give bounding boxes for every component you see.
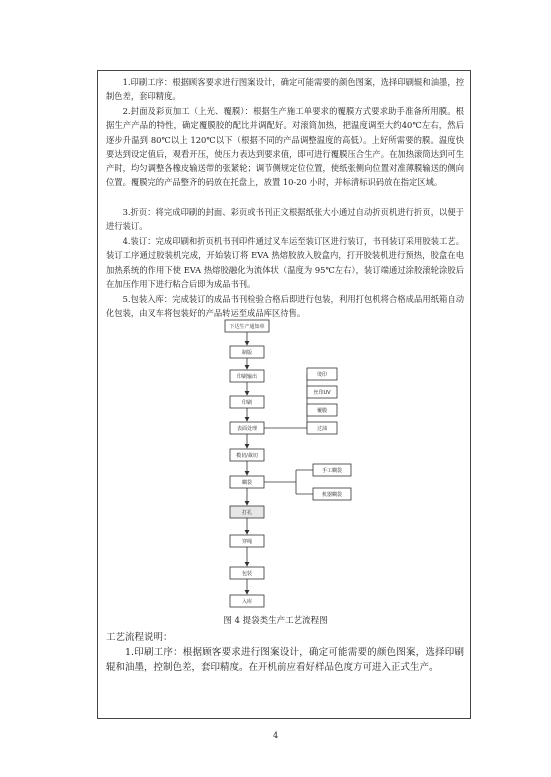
branch-glue-0-label: 手工糊袋: [321, 468, 343, 474]
page-number: 4: [272, 731, 279, 740]
branch-glue-1-label: 机器糊袋: [321, 492, 343, 498]
flow-step-10-label: 入库: [241, 599, 253, 605]
flow-step-3-label: 印刷: [241, 400, 253, 406]
paragraph-printing: 1.印刷工序：根据顾客要求进行图案设计，确定可能需要的颜色图案，选择印刷辊和油墨，控制色差，套印精度。: [106, 77, 464, 102]
branch-surface-1-label: 丝印UV: [313, 390, 331, 396]
paragraph-binding: 4.装订：完成印刷和折页机书刊印件通过叉车运至装订区进行装订，书刊装订采用胶装工艺。装订工序通过胶装机完成，开始装订将 EVA 热熔胶放入胶盒内，打开胶装机进行预热，胶盒在电加热系统的作用下使 EVA 热熔胶融化为流体状（温度为 95℃左右），装订端通过涂胶滚轮涂胶后在加压作用下进行粘合后即为成品书刊。: [106, 236, 464, 289]
flow-step-9-label: 包装: [241, 571, 253, 577]
flow-step-7-label: 打孔: [241, 510, 253, 516]
flow-step-1-label: 制版: [241, 350, 253, 356]
branch-surface-0-label: 烫印: [316, 372, 328, 378]
branch-surface-3-label: 过油: [316, 426, 328, 432]
flow-step-0-label: 下达生产通知单: [229, 324, 265, 330]
branch-surface-2-label: 覆膜: [316, 408, 328, 414]
flow-step-6-label: 糊袋: [241, 480, 253, 486]
flow-step-5-label: 模切/裁切: [236, 453, 258, 459]
explanation-text: 1.印刷工序：根据顾客要求进行图案设计，确定可能需要的颜色图案，选择印刷辊和油墨，控制色差，套印精度。在开机前应看好样品色度方可进入正式生产。: [106, 647, 464, 673]
paragraph-packaging: 5.包装入库：完成装订的成品书刊检验合格后即进行包装，利用打包机将合格成品用纸箱自动化包装，由叉车将包装好的产品转运至成品库区待售。: [106, 294, 464, 319]
flow-step-4-label: 表面处理: [236, 426, 258, 432]
explanation-title: 工艺流程说明：: [106, 632, 173, 643]
figure-caption: 图 4 提袋类生产工艺流程图: [223, 616, 328, 626]
paragraph-folding: 3.折页：将完成印刷的封面、彩页或书刊正文根据纸张大小通过自动折页机进行折页，以便于进行装订。: [106, 207, 464, 232]
flow-step-2-label: 印刷输出: [236, 374, 258, 380]
flow-step-8-label: 穿绳: [241, 539, 253, 545]
paragraph-cover-processing: 2.封面及彩页加工（上光、覆膜）：根据生产施工单要求的覆膜方式要求助手准备所用膜。根据生产产品的特性，确定覆膜胶的配比并调配好。对滚筒加热，把温度调至大约40℃左右，然后逐步升温到 80℃以上 120℃以下（根据不同的产品调整温度的高低）。上好所需要的膜。温度快要达到设定值后，观看开压，使压力表达到要求值，即可进行覆膜压合生产。在加热滚筒达到可生产时，均匀调整各橡皮输送带的张紧轮；调节侧规定位位置，使纸张侧向位置对准薄膜输送的侧向位置。覆膜完的产品整齐的码放在托盘上，放置 10-20 小时，并标清标识码放在指定区域。: [106, 106, 464, 188]
